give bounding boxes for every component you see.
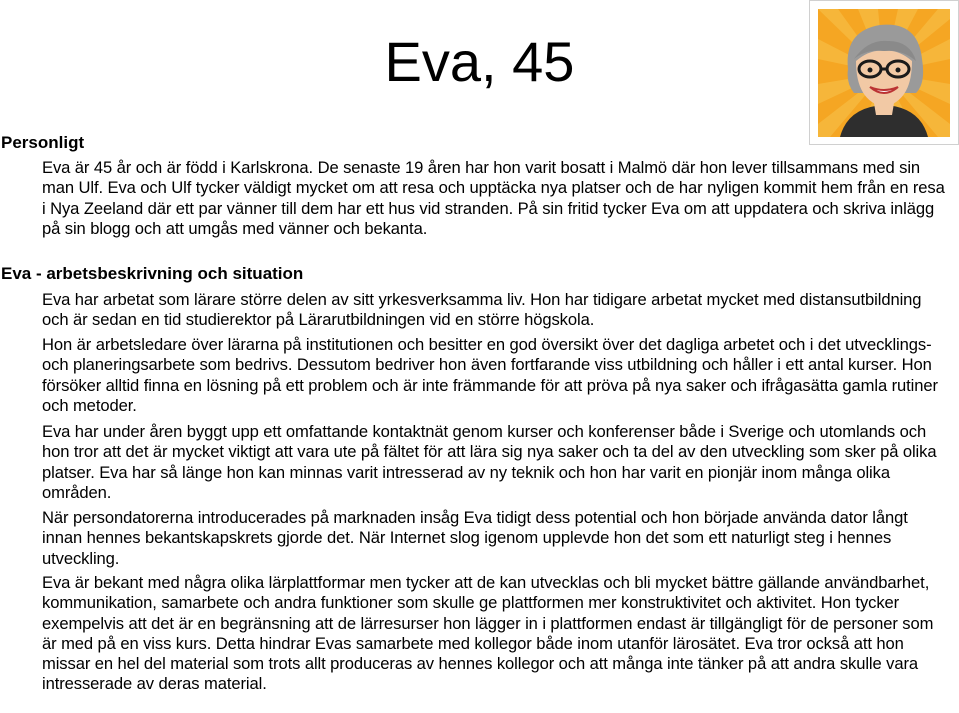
- paragraph: När persondatorerna introducerades på marknaden insåg Eva tidigt dess potential och hon började använda dator långt innan hennes bekantskapskrets gjorde det. När Internet slog igenom upplevde hon det som ett naturligt steg i hennes utveckling.: [42, 508, 908, 568]
- section-heading-arbetsbeskrivning: Eva - arbetsbeskrivning och situation: [1, 264, 304, 283]
- paragraph: Eva har arbetat som lärare större delen av sitt yrkesverksamma liv. Hon har tidigare arbetat mycket med distansutbildning och är sedan en tid studierektor på Lärarutbildningen vid en större högskola.: [42, 290, 922, 330]
- paragraph: Eva är 45 år och är född i Karlskrona. De senaste 19 åren har hon varit bosatt i Malmö där hon lever tillsammans med sin man Ulf. Eva och Ulf tycker väldigt mycket om att resa och upptäcka nya platser och de har nyligen kommit hem från en resa i Nya Zeeland där ett par vänner till dem har ett hus vid stranden. På sin fritid tycker Eva om att uppdatera och skriva inlägg på sin blogg och att umgås med vänner och bekanta.: [42, 158, 945, 238]
- paragraph: Eva har under åren byggt upp ett omfattande kontaktnät genom kurser och konferenser både i Sverige och utomlands och hon tror att det är mycket viktigt att vara ute på fältet för att lära sig nya saker och ta del av den utveckling som sker på olika platser. Eva har så länge hon kan minnas varit intresserad av ny teknik och hon har varit en pionjär inom många olika områden.: [42, 422, 937, 502]
- paragraph: Eva är bekant med några olika lärplattformar men tycker att de kan utvecklas och bli mycket bättre gällande användbarhet, kommunikation, samarbete och andra funktioner som skulle ge plattformen mer konstruktivitet och aktivitet. Hon tycker exempelvis att det är en begränsning att de lärresurser hon lägger in i plattformen endast är tillgängligt för de personer som är med på en viss kurs. Detta hindrar Evas samarbete med kollegor både inom utanför lärosätet. Eva tror också att hon missar en hel del material som trots allt produceras av hennes kollegor och att många inte tänker på att andra skulle vara intresserade av deras material.: [42, 573, 934, 694]
- section-heading-personligt: Personligt: [1, 133, 85, 152]
- page-title: Eva, 45: [384, 30, 575, 93]
- avatar: [809, 0, 959, 145]
- avatar-illustration-icon: [818, 9, 950, 137]
- paragraph: Hon är arbetsledare över lärarna på institutionen och besitter en god översikt över det dagliga arbetet och i det utvecklings- och planeringsarbete som bedrivs. Dessutom bedriver hon även fortfarande viss utbildning och håller i ett antal kurser. Hon försöker alltid finna en lösning på ett problem och är inte främmande för att pröva på nya saker och ifrågasätta gamla rutiner och metoder.: [42, 335, 938, 415]
